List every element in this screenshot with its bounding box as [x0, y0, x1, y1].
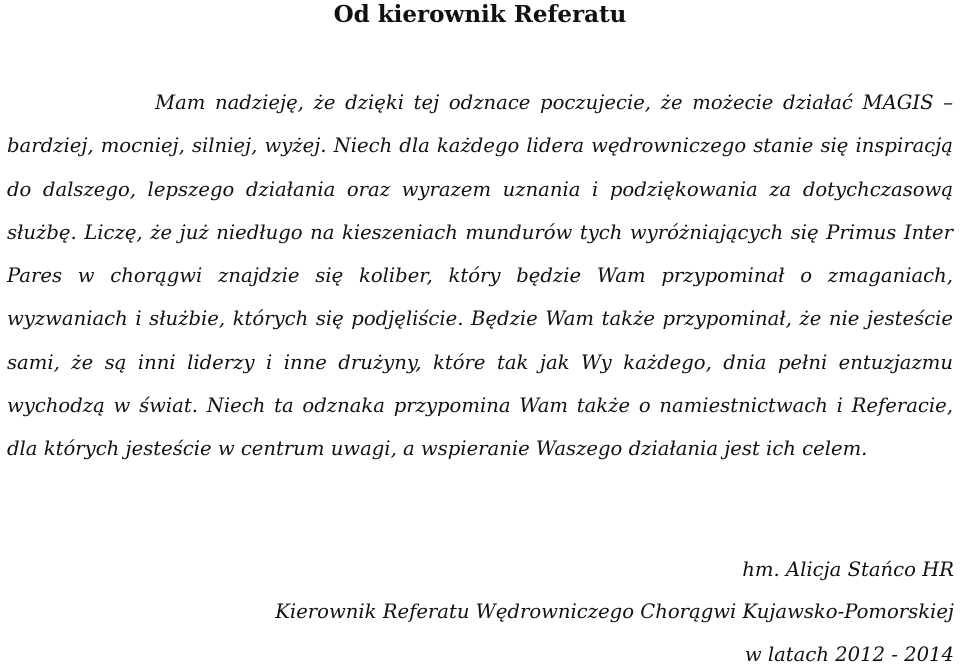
signature-name: hm. Alicja Stańco HR [742, 558, 954, 581]
document-title: Od kierownik Referatu [333, 1, 627, 28]
signature-term: w latach 2012 - 2014 [744, 643, 954, 666]
body-paragraph: Mam nadzieję, że dzięki tej odznace poczujecie, że możecie działać MAGIS – bardziej, mocniej, silniej, wyżej. Niech dla każdego lidera wędrowniczego stanie się inspiracją do dalszego, lepszego działania oraz wyrazem uznania i podziękowania za dotychczasową służbę. Liczę, że już niedługo na kieszeniach mundurów tych wyróżniających się Primus Inter Pares w chorągwi znajdzie się koliber, który będzie Wam przypominał o zmaganiach, wyzwaniach i służbie, których się podjęliście. Będzie Wam także przypominał, że nie jesteście sami, że są inni liderzy i inne drużyny, które tak jak Wy każdego, dnia pełni entuzjazmu wychodzą w świat. Niech ta odznaka przypomina Wam także o namiestnictwach i Referacie, dla których jesteście w centrum uwagi, a wspieranie Waszego działania jest ich celem. [7, 91, 953, 461]
signature-position: Kierownik Referatu Wędrowniczego Chorągwi Kujawsko-Pomorskiej [275, 600, 954, 623]
